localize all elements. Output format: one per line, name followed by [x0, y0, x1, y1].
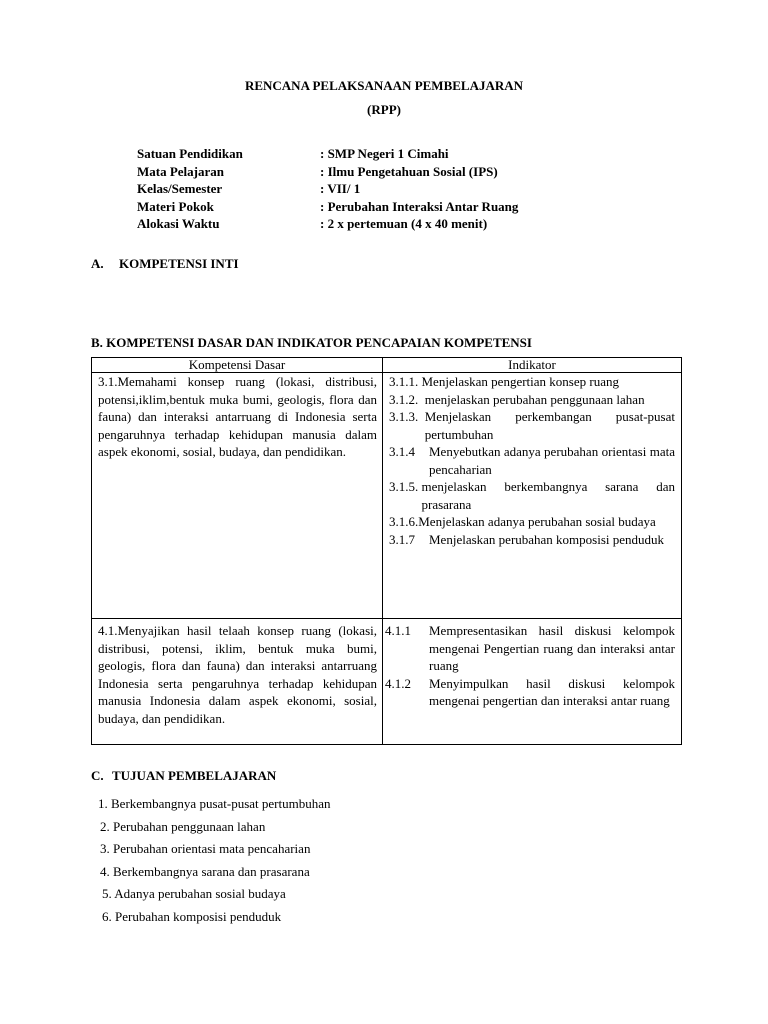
identity-block [137, 145, 518, 233]
indicator-item [389, 373, 675, 391]
list-item: 4. Berkembangnya sarana dan prasarana [100, 863, 310, 879]
column-header-kd: Kompetensi Dasar [92, 358, 383, 373]
indicator-number: 3.1.4 [389, 444, 415, 459]
indicator-number: 3.1.7 [389, 531, 415, 547]
indicator-item [389, 478, 675, 513]
info-value: : SMP Negeri 1 Cimahi [320, 146, 449, 161]
indicator-item [389, 531, 675, 549]
indicator-text: Menjelaskan perkembangan pusat-pusat pertumbuhan [424, 409, 675, 442]
section-b-heading: B. KOMPETENSI DASAR DAN INDIKATOR PENCAPAIAN KOMPETENSI [91, 335, 532, 350]
table-row [92, 373, 682, 619]
table-header-row [92, 358, 682, 373]
info-value: : Perubahan Interaksi Antar Ruang [320, 198, 519, 214]
list-item: 6. Perubahan komposisi penduduk [102, 908, 282, 924]
indicator-text: Menyimpulkan hasil diskusi kelompok mengenai pengertian dan interaksi antar ruang [429, 675, 675, 708]
indicator-item [389, 443, 675, 478]
info-label: Satuan Pendidikan [137, 146, 243, 161]
column-header-indikator: Indikator [383, 358, 682, 373]
indicator-number: 4.1.2 [385, 675, 411, 691]
info-label: Mata Pelajaran [137, 163, 225, 179]
indicator-text: Menjelaskan pengertian konsep ruang [421, 374, 619, 389]
list-item: 2. Perubahan penggunaan lahan [100, 818, 266, 834]
kd-cell: 3.1.Memahami konsep ruang (lokasi, distribusi, potensi,iklim,bentuk muka bumi, geologis, flora dan fauna) dan interaksi antarruang di Indonesia serta pengaruhnya terhadap kehidupan manusia dalam aspek ekonomi, sosial, budaya, dan pendidikan. [92, 373, 383, 619]
indicator-cell [383, 373, 682, 619]
learning-goals-list [96, 795, 331, 930]
indicator-text: menjelaskan perubahan penggunaan lahan [424, 391, 645, 407]
indicator-text: Mempresentasikan hasil diskusi kelompok mengenai Pengertian ruang dan interaksi antar ruang [429, 623, 675, 673]
info-label: Materi Pokok [137, 198, 214, 214]
indicator-number: 3.1.2. [389, 391, 419, 407]
indicator-cell [383, 619, 682, 745]
info-value: : 2 x pertemuan (4 x 40 menit) [320, 216, 488, 231]
section-a-heading [91, 255, 239, 272]
info-row [137, 180, 518, 198]
indicator-item [385, 675, 675, 710]
document-subtitle: (RPP) [367, 102, 401, 117]
indicator-text: Menjelaskan adanya perubahan sosial budaya [418, 514, 656, 529]
section-title: KOMPETENSI INTI [119, 256, 239, 271]
section-letter: A. [91, 256, 104, 271]
indicator-text: Menyebutkan adanya perubahan orientasi mata pencaharian [429, 444, 675, 477]
info-row [137, 145, 518, 163]
info-label: Kelas/Semester [137, 181, 223, 196]
indicator-number: 4.1.1 [385, 623, 411, 638]
table-row [92, 619, 682, 745]
indicator-item [385, 622, 675, 675]
section-title: TUJUAN PEMBELAJARAN [112, 768, 277, 783]
document-title: RENCANA PELAKSANAAN PEMBELAJARAN [244, 78, 524, 93]
indicator-number: 3.1.6. [389, 514, 419, 529]
section-letter: C. [91, 768, 104, 783]
info-value: : Ilmu Pengetahuan Sosial (IPS) [320, 163, 498, 179]
indicator-text: Menjelaskan perubahan komposisi penduduk [429, 531, 665, 547]
list-item: 3. Perubahan orientasi mata pencaharian [100, 841, 311, 856]
indicator-text: menjelaskan berkembangnya sarana dan prasarana [421, 479, 675, 512]
indicator-item [389, 391, 675, 409]
indicator-item [389, 513, 675, 531]
indicator-item [389, 408, 675, 443]
info-value: : VII/ 1 [320, 181, 361, 196]
info-row [137, 215, 518, 233]
indicator-number: 3.1.5. [389, 479, 419, 494]
kd-cell: 4.1.Menyajikan hasil telaah konsep ruang (lokasi, distribusi, potensi, iklim, bentuk muka bumi, geologis, flora dan fauna) dan interaksi antarruang Indonesia serta pengaruhnya terhadap kehidupan manusia Indonesia dalam aspek ekonomi, sosial, budaya, dan pendidikan. [92, 619, 383, 745]
info-label: Alokasi Waktu [137, 216, 220, 231]
section-c-heading [91, 767, 276, 784]
indicator-number: 3.1.1. [389, 374, 419, 389]
info-row [137, 163, 518, 181]
competency-table [91, 357, 682, 745]
list-item: 5. Adanya perubahan sosial budaya [102, 886, 286, 901]
indicator-number: 3.1.3. [389, 409, 419, 424]
info-row [137, 198, 518, 216]
list-item: 1. Berkembangnya pusat-pusat pertumbuhan [98, 796, 331, 811]
